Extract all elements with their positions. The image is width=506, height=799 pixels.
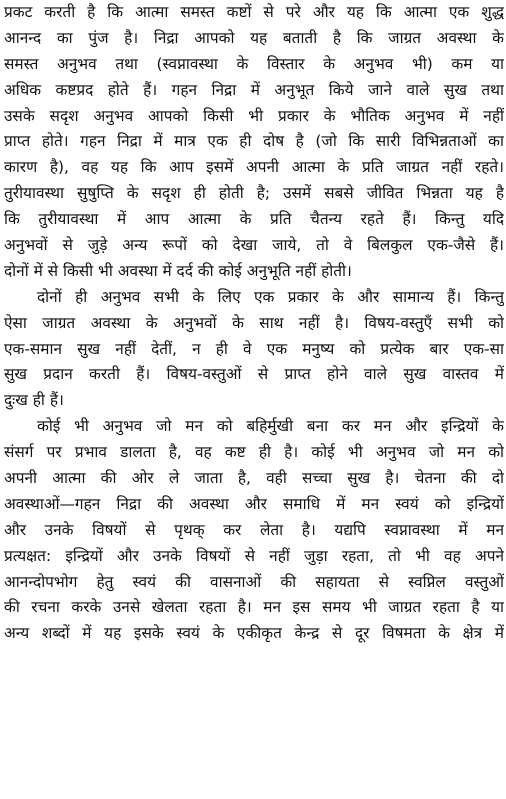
text-line: की रचना करके उनसे खेलता रहता है। मन इस समय भी जाग्रत रहता है या: [4, 598, 504, 617]
text-line: दोनों ही अनुभव सभी के लिए एक प्रकार के और सामान्य हैं। किन्तु: [37, 287, 504, 306]
text-line: कोई भी अनुभव जो मन को बहिर्मुखी बना कर मन और इन्द्रियों के: [37, 417, 504, 436]
text-line: अधिक कष्टप्रद होते हैं। गहन निद्रा में अनुभूत किये जाने वाले सुख तथा: [4, 80, 504, 99]
text-line: एक-समान सुख नहीं देतीं, न ही वे एक मनुष्य को प्रत्येक बार एक-सा: [4, 339, 504, 358]
text-line: प्रकट करती है कि आत्मा समस्त कष्टों से परे और यह कि आत्मा एक शुद्ध: [4, 3, 504, 21]
text-line: अपनी आत्मा की ओर ले जाता है, वही सच्चा सुख है। चेतना की दो: [4, 469, 504, 488]
paragraph-3: [4, 414, 504, 647]
text-line: अन्य शब्दों में यह इसके स्वयं के एकीकृत केन्द्र से दूर विषमता के क्षेत्र में: [4, 624, 504, 643]
text-line: अवस्थाओं—गहन निद्रा की अवस्था और समाधि में मन स्वयं को इन्द्रियों: [4, 494, 504, 513]
text-line: समस्त अनुभव तथा (स्वप्नावस्था के विस्तार के अनुभव भी) कम या: [4, 54, 504, 73]
text-line: आनन्द का पुंज है। निद्रा आपको यह बताती है कि जाग्रत अवस्था के: [4, 28, 504, 47]
text-line: सुख प्रदान करती हैं। विषय-वस्तुओं से प्राप्त होने वाले सुख वास्तव में: [4, 365, 504, 384]
text-line: अनुभवों से जुड़े अन्य रूपों को देखा जाये, तो वे बिलकुल एक-जैसे हैं।: [4, 236, 504, 255]
text-line: दोनों में से किसी भी अवस्था में दर्द की कोई अनुभूति नहीं होती।: [4, 261, 352, 280]
text-line: आनन्दोपभोग हेतु स्वयं की वासनाओं की सहायता से स्वप्निल वस्तुओं: [4, 572, 504, 591]
paragraph-2: [4, 285, 504, 414]
text-line: कि तुरीयावस्था में आप आत्मा के प्रति चैतन्य रहते हैं। किन्तु यदि: [4, 210, 504, 229]
text-line: संसर्ग पर प्रभाव डालता है, वह कष्ट ही है। कोई भी अनुभव जो मन को: [4, 443, 504, 462]
paragraph-1: [4, 0, 504, 285]
text-line: उसके सदृश अनुभव आपको किसी भी प्रकार के भौतिक अनुभव में नहीं: [4, 106, 504, 125]
text-line: कारण है), वह यह कि आप इसमें अपनी आत्मा के प्रति जाग्रत नहीं रहते।: [4, 158, 504, 177]
text-line: प्रत्यक्षत: इन्द्रियों और उनके विषयों से नहीं जुड़ा रहता, तो भी वह अपने: [4, 546, 504, 565]
text-line: ऐसा जाग्रत अवस्था के अनुभवों के साथ नहीं है। विषय-वस्तुएँ सभी को: [4, 313, 504, 332]
text-line: दुःख ही हैं।: [4, 391, 64, 410]
text-line: और उनके विषयों से पृथक् कर लेता है। यद्यपि स्वप्नावस्था में मन: [4, 520, 504, 539]
text-line: प्राप्त होते। गहन निद्रा में मात्र एक ही दोष है (जो कि सारी विभिन्नताओं का: [4, 132, 504, 151]
text-line: तुरीयावस्था सुषुप्ति के सदृश ही होती है; उसमें सबसे जीवित भिन्नता यह है: [4, 184, 504, 203]
